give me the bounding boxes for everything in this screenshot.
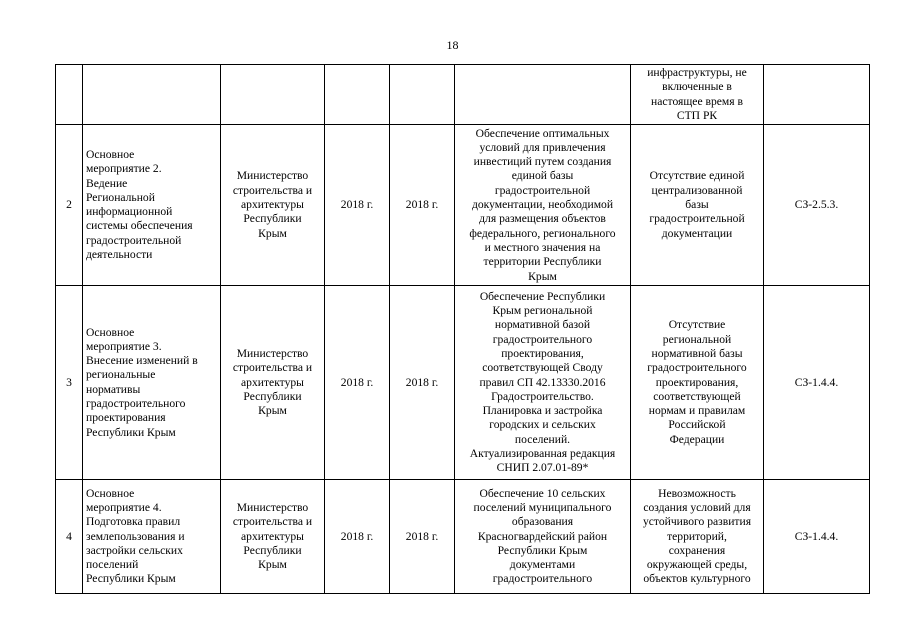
cell-line: Республики [243,212,302,226]
row-number [56,65,83,125]
cell-line: Красногвардейский район [477,529,608,543]
measure-name [83,480,221,594]
cell-line: инфраструктуры, не [647,66,747,79]
cell-line: градостроительного [492,572,593,586]
row-number: 3 [56,286,83,480]
executor [221,480,325,594]
cell-line: и местного значения на [484,240,601,254]
start-year: 2018 г. [325,125,390,286]
cell-line: региональные [86,368,156,382]
table-row [56,286,870,480]
cell-line: Российской [668,418,726,432]
cell-line: окружающей среды, [646,558,748,572]
expected-result [455,125,631,286]
table-row [56,65,870,125]
cell-line: Министерство [236,500,309,514]
start-year [325,65,390,125]
cell-line: мероприятие 2. [86,162,162,176]
consequence [631,125,764,286]
cell-line: Федерации [669,432,725,446]
cell-line: Крым [258,404,287,418]
cell-line: проектирования, [501,346,584,360]
cell-line: соответствующей [653,389,741,403]
cell-line: Республики [243,543,302,557]
start-year: 2018 г. [325,480,390,594]
cell-line: правил СП 42.13330.2016 [479,375,606,389]
end-year: 2018 г. [390,480,455,594]
expected-result [455,480,631,594]
link-code: СЗ-1.4.4. [764,480,870,594]
cell-line: нормам и правилам [648,404,746,418]
measure-name [83,125,221,286]
cell-line: устойчивого развития [642,515,752,529]
cell-line: поселений [86,558,139,572]
cell-line: Региональной [86,190,155,204]
end-year: 2018 г. [390,125,455,286]
cell-line: документации [661,226,733,240]
cell-line: Внесение изменений в [86,354,198,368]
executor [221,286,325,480]
cell-line: Невозможность [658,486,736,500]
cell-line: Подготовка правил [86,515,181,529]
cell-line: застройки сельских [86,543,183,557]
expected-result [455,286,631,480]
cell-line: Крым [528,269,557,283]
cell-line: настоящее время в [651,94,743,108]
cell-line: градостроительного [492,332,593,346]
cell-line: Планировка и застройка [482,404,603,418]
cell-line: городских и сельских [489,418,596,432]
cell-line: строительства и [232,515,313,529]
table-row [56,125,870,286]
table-row [56,480,870,594]
cell-line: единой базы [511,169,574,183]
cell-line: Основное [86,486,135,500]
cell-line: Республики [243,389,302,403]
cell-line: образования [511,515,574,529]
cell-line: Основное [86,148,135,161]
cell-line: проектирования [86,411,166,425]
cell-line: объектов культурного [643,572,751,586]
start-year: 2018 г. [325,286,390,480]
cell-line: Отсутствие единой [649,169,745,183]
cell-line: Актуализированная редакция [469,447,616,461]
cell-line: строительства и [232,183,313,197]
measure-name [83,286,221,480]
cell-line: градостроительной [86,233,182,247]
cell-line: Республики Крым [86,425,176,439]
cell-line: Крым региональной [492,304,593,318]
measure-name [83,65,221,125]
link-code [764,65,870,125]
cell-line: инвестиций путем создания [473,155,612,169]
link-code: СЗ-1.4.4. [764,286,870,480]
row-number: 2 [56,125,83,286]
cell-line: мероприятие 3. [86,339,162,353]
cell-line: Крым [258,226,287,240]
cell-line: включенные в [662,80,732,94]
cell-line: проектирования, [655,375,739,389]
cell-line: Основное [86,325,135,339]
cell-line: поселений. [514,432,571,446]
row-number: 4 [56,480,83,594]
end-year: 2018 г. [390,286,455,480]
link-code: СЗ-2.5.3. [764,125,870,286]
cell-line: Градостроительство. [491,389,594,403]
cell-line: нормативы [86,382,141,396]
cell-line: мероприятие 4. [86,500,162,514]
cell-line: условий для привлечения [479,140,606,154]
cell-line: системы обеспечения [86,219,193,233]
cell-line: Республики Крым [86,572,176,586]
cell-line: архитектуры [241,529,304,543]
cell-line: территории Республики [483,255,602,269]
cell-line: документами [509,558,576,572]
cell-line: градостроительного [647,361,747,375]
end-year [390,65,455,125]
page-number: 18 [446,38,459,52]
cell-line: СНИП 2.07.01-89* [496,461,589,475]
cell-line: нормативной базой [494,318,591,332]
cell-line: Обеспечение 10 сельских [479,486,606,500]
cell-line: землепользования и [86,529,185,543]
cell-line: Ведение [86,176,128,190]
cell-line: создания условий для [643,500,751,514]
consequence [631,480,764,594]
executor [221,65,325,125]
executor [221,125,325,286]
cell-line: градостроительной [494,183,591,197]
consequence [631,65,764,125]
cell-line: поселений муниципального [473,500,612,514]
cell-line: базы [685,198,709,212]
cell-line: территорий, [667,529,727,543]
cell-line: Обеспечение Республики [479,289,606,303]
cell-line: нормативной базы [651,346,743,360]
cell-line: градостроительного [86,396,186,410]
cell-line: федерального, регионального [469,226,616,240]
cell-line: Крым [258,558,287,572]
cell-line: архитектуры [241,375,304,389]
cell-line: Отсутствие [668,318,726,332]
cell-line: соответствующей Своду [482,361,603,375]
cell-line: Министерство [236,346,309,360]
measures-table [55,64,870,594]
expected-result [455,65,631,125]
cell-line: Министерство [236,169,309,183]
cell-line: централизованной [651,183,743,197]
consequence [631,286,764,480]
cell-line: деятельности [86,248,153,262]
cell-line: архитектуры [241,198,304,212]
cell-line: Обеспечение оптимальных [475,126,610,140]
cell-line: строительства и [232,361,313,375]
cell-line: Республики Крым [497,543,588,557]
cell-line: градостроительной [649,212,745,226]
cell-line: информационной [86,205,173,219]
cell-line: СТП РК [676,108,718,122]
cell-line: региональной [662,332,732,346]
cell-line: сохранения [668,543,726,557]
cell-line: документации, необходимой [471,198,614,212]
cell-line: для размещения объектов [479,212,606,226]
